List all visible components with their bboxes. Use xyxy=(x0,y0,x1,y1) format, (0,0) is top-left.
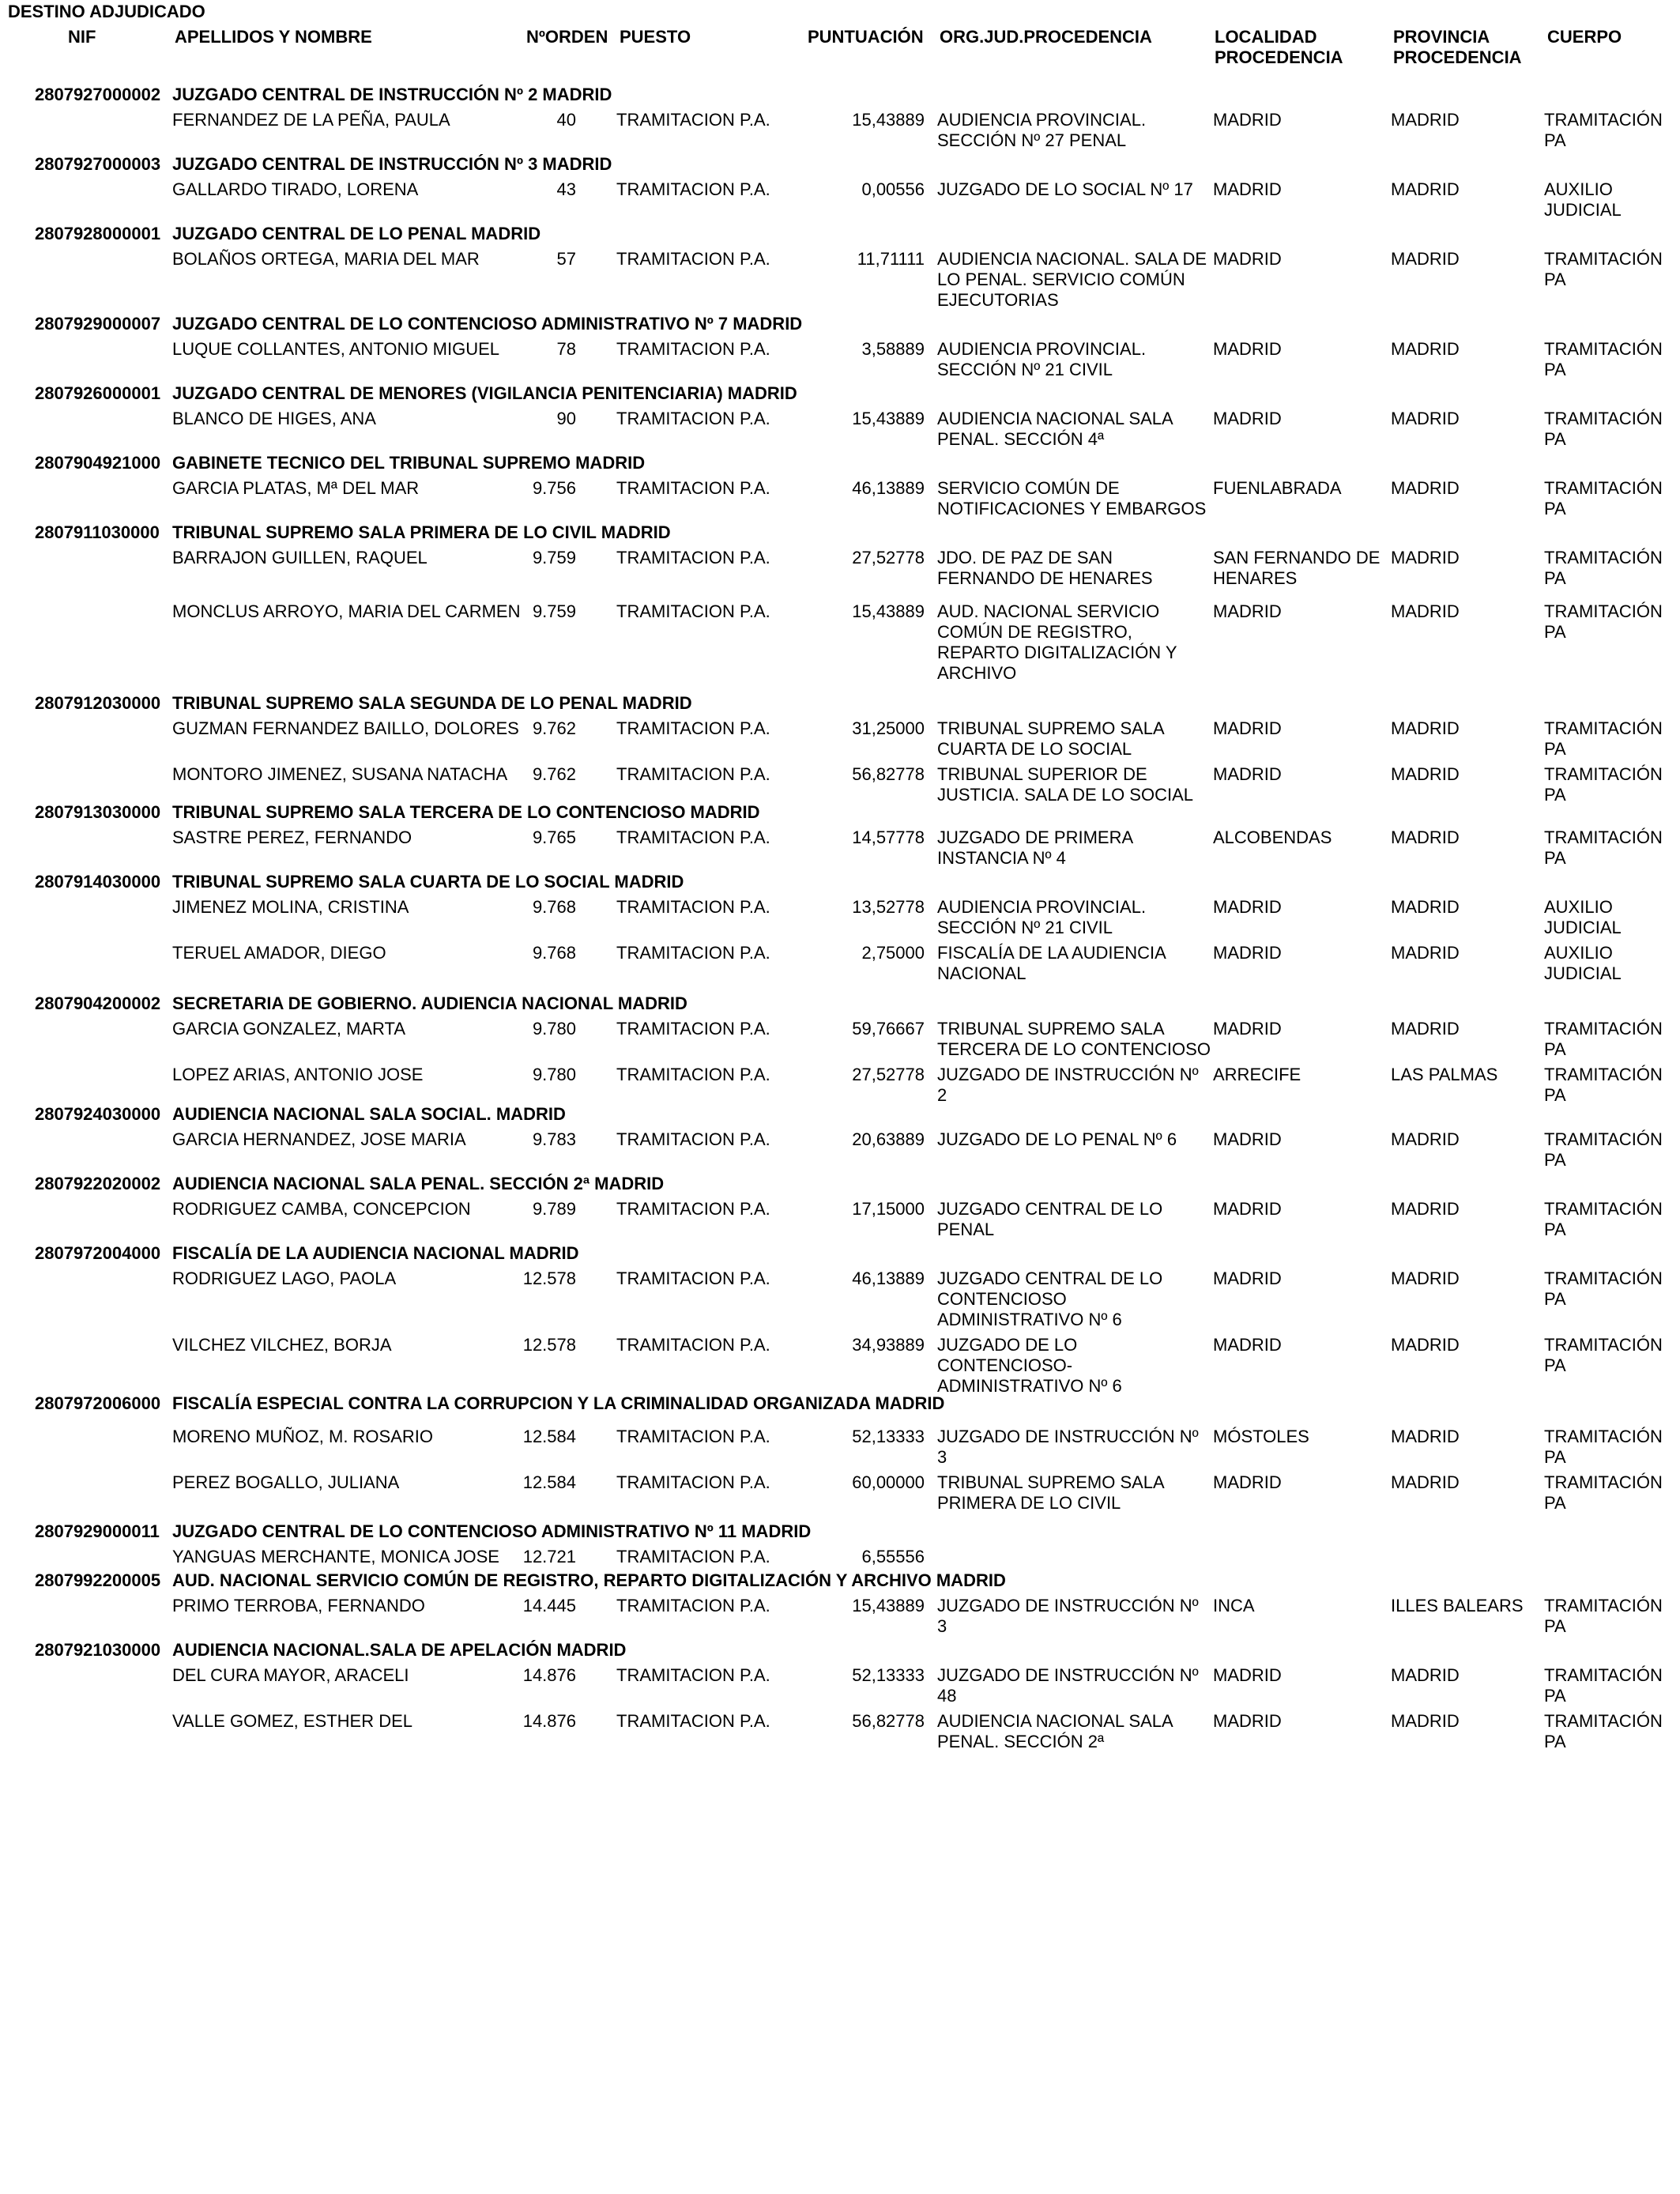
row-org: JUZGADO DE LO CONTENCIOSO- ADMINISTRATIVO Nº 6 xyxy=(937,1335,1122,1396)
row-org: JDO. DE PAZ DE SAN FERNANDO DE HENARES xyxy=(937,548,1153,588)
row-name: GUZMAN FERNANDEZ BAILLO, DOLORES xyxy=(172,718,519,738)
header-orden: NºORDEN xyxy=(526,27,608,47)
row-name: FERNANDEZ DE LA PEÑA, PAULA xyxy=(172,110,450,130)
group-nif: 2807972004000 xyxy=(35,1243,161,1263)
row-provincia: ILLES BALEARS xyxy=(1391,1596,1524,1615)
group-destino: JUZGADO CENTRAL DE LO PENAL MADRID xyxy=(172,224,541,243)
row-provincia: MADRID xyxy=(1391,110,1460,130)
row-provincia: MADRID xyxy=(1391,897,1460,917)
row-cuerpo: TRAMITACIÓN PA xyxy=(1544,1427,1663,1467)
row-name: LOPEZ ARIAS, ANTONIO JOSE xyxy=(172,1065,424,1084)
row-puntuacion: 46,13889 xyxy=(852,478,925,498)
page-title: DESTINO ADJUDICADO xyxy=(8,2,205,21)
row-puntuacion: 34,93889 xyxy=(852,1335,925,1355)
row-cuerpo: TRAMITACIÓN PA xyxy=(1544,1199,1663,1239)
row-cuerpo: TRAMITACIÓN PA xyxy=(1544,1065,1663,1105)
row-orden: 9.768 xyxy=(532,943,576,963)
group-nif: 2807914030000 xyxy=(35,872,161,892)
group-destino: FISCALÍA ESPECIAL CONTRA LA CORRUPCION Y LA CRIMINALIDAD ORGANIZADA MADRID xyxy=(172,1393,945,1413)
row-name: RODRIGUEZ CAMBA, CONCEPCION xyxy=(172,1199,471,1219)
row-puntuacion: 15,43889 xyxy=(852,601,925,621)
row-org: TRIBUNAL SUPERIOR DE JUSTICIA. SALA DE LO SOCIAL xyxy=(937,764,1193,805)
row-org: JUZGADO CENTRAL DE LO PENAL xyxy=(937,1199,1163,1239)
row-puesto: TRAMITACION P.A. xyxy=(616,827,770,847)
row-puntuacion: 6,55556 xyxy=(861,1547,925,1566)
row-localidad: MADRID xyxy=(1213,339,1282,359)
row-orden: 9.759 xyxy=(532,548,576,567)
header-puesto: PUESTO xyxy=(620,27,691,47)
row-org: AUDIENCIA PROVINCIAL. SECCIÓN Nº 21 CIVIL xyxy=(937,339,1147,379)
row-puntuacion: 15,43889 xyxy=(852,409,925,428)
group-destino: JUZGADO CENTRAL DE LO CONTENCIOSO ADMINISTRATIVO Nº 11 MADRID xyxy=(172,1521,812,1541)
row-puesto: TRAMITACION P.A. xyxy=(616,1199,770,1219)
row-puntuacion: 15,43889 xyxy=(852,110,925,130)
row-puesto: TRAMITACION P.A. xyxy=(616,1596,770,1615)
row-puntuacion: 2,75000 xyxy=(861,943,925,963)
row-localidad: MADRID xyxy=(1213,1199,1282,1219)
row-org: AUDIENCIA NACIONAL. SALA DE LO PENAL. SERVICIO COMÚN EJECUTORIAS xyxy=(937,249,1207,310)
row-provincia: MADRID xyxy=(1391,179,1460,199)
row-name: GALLARDO TIRADO, LORENA xyxy=(172,179,419,199)
row-orden: 14.445 xyxy=(522,1596,576,1615)
row-puesto: TRAMITACION P.A. xyxy=(616,1269,770,1288)
row-name: RODRIGUEZ LAGO, PAOLA xyxy=(172,1269,397,1288)
row-cuerpo: AUXILIO JUDICIAL xyxy=(1544,179,1622,220)
group-nif: 2807926000001 xyxy=(35,383,161,403)
row-cuerpo: TRAMITACIÓN PA xyxy=(1544,110,1663,150)
row-name: BLANCO DE HIGES, ANA xyxy=(172,409,376,428)
row-localidad: MADRID xyxy=(1213,1269,1282,1288)
row-org: JUZGADO DE INSTRUCCIÓN Nº 3 xyxy=(937,1596,1199,1636)
row-orden: 12.721 xyxy=(522,1547,576,1566)
row-org: JUZGADO DE INSTRUCCIÓN Nº 2 xyxy=(937,1065,1199,1105)
row-name: TERUEL AMADOR, DIEGO xyxy=(172,943,386,963)
group-destino: JUZGADO CENTRAL DE LO CONTENCIOSO ADMINISTRATIVO Nº 7 MADRID xyxy=(172,314,803,334)
row-org: FISCALÍA DE LA AUDIENCIA NACIONAL xyxy=(937,943,1166,983)
row-cuerpo: TRAMITACIÓN PA xyxy=(1544,827,1663,868)
row-orden: 78 xyxy=(556,339,576,359)
row-puesto: TRAMITACION P.A. xyxy=(616,339,770,359)
row-localidad: SAN FERNANDO DE HENARES xyxy=(1213,548,1381,588)
row-localidad: INCA xyxy=(1213,1596,1255,1615)
row-puntuacion: 52,13333 xyxy=(852,1665,925,1685)
group-nif: 2807992200005 xyxy=(35,1570,161,1590)
row-cuerpo: TRAMITACIÓN PA xyxy=(1544,1665,1663,1706)
row-localidad: MADRID xyxy=(1213,179,1282,199)
group-destino: TRIBUNAL SUPREMO SALA TERCERA DE LO CONTENCIOSO MADRID xyxy=(172,802,760,822)
row-name: SASTRE PEREZ, FERNANDO xyxy=(172,827,412,847)
group-destino: AUDIENCIA NACIONAL SALA PENAL. SECCIÓN 2ª MADRID xyxy=(172,1174,665,1193)
group-nif: 2807913030000 xyxy=(35,802,161,822)
group-nif: 2807911030000 xyxy=(35,522,160,542)
row-cuerpo: TRAMITACIÓN PA xyxy=(1544,478,1663,518)
row-cuerpo: TRAMITACIÓN PA xyxy=(1544,718,1663,759)
row-name: YANGUAS MERCHANTE, MONICA JOSE xyxy=(172,1547,499,1566)
row-orden: 40 xyxy=(556,110,576,130)
row-puesto: TRAMITACION P.A. xyxy=(616,1065,770,1084)
row-puesto: TRAMITACION P.A. xyxy=(616,548,770,567)
header-org: ORG.JUD.PROCEDENCIA xyxy=(940,27,1152,47)
row-cuerpo: TRAMITACIÓN PA xyxy=(1544,1596,1663,1636)
row-cuerpo: TRAMITACIÓN PA xyxy=(1544,1472,1663,1513)
row-org: AUD. NACIONAL SERVICIO COMÚN DE REGISTRO, REPARTO DIGITALIZACIÓN Y ARCHIVO xyxy=(937,601,1177,683)
row-localidad: MADRID xyxy=(1213,409,1282,428)
row-provincia: MADRID xyxy=(1391,943,1460,963)
row-puesto: TRAMITACION P.A. xyxy=(616,1335,770,1355)
row-puntuacion: 27,52778 xyxy=(852,1065,925,1084)
row-name: VALLE GOMEZ, ESTHER DEL xyxy=(172,1711,413,1731)
row-provincia: MADRID xyxy=(1391,1129,1460,1149)
row-puesto: TRAMITACION P.A. xyxy=(616,943,770,963)
row-puntuacion: 52,13333 xyxy=(852,1427,925,1446)
row-puesto: TRAMITACION P.A. xyxy=(616,1665,770,1685)
row-name: JIMENEZ MOLINA, CRISTINA xyxy=(172,897,409,917)
row-puntuacion: 56,82778 xyxy=(852,764,925,784)
header-nif: NIF xyxy=(68,27,96,47)
row-orden: 43 xyxy=(556,179,576,199)
row-puesto: TRAMITACION P.A. xyxy=(616,249,770,269)
group-destino: TRIBUNAL SUPREMO SALA PRIMERA DE LO CIVIL MADRID xyxy=(172,522,671,542)
group-nif: 2807904921000 xyxy=(35,453,161,473)
header-localidad: LOCALIDAD PROCEDENCIA xyxy=(1215,27,1343,67)
row-provincia: MADRID xyxy=(1391,827,1460,847)
row-name: PEREZ BOGALLO, JULIANA xyxy=(172,1472,400,1492)
row-name: MONTORO JIMENEZ, SUSANA NATACHA xyxy=(172,764,508,784)
row-puntuacion: 0,00556 xyxy=(861,179,925,199)
group-nif: 2807927000003 xyxy=(35,154,161,174)
row-cuerpo: TRAMITACIÓN PA xyxy=(1544,1269,1663,1309)
group-nif: 2807927000002 xyxy=(35,85,161,104)
row-name: VILCHEZ VILCHEZ, BORJA xyxy=(172,1335,392,1355)
row-org: TRIBUNAL SUPREMO SALA PRIMERA DE LO CIVIL xyxy=(937,1472,1165,1513)
group-destino: AUDIENCIA NACIONAL SALA SOCIAL. MADRID xyxy=(172,1104,566,1124)
row-localidad: MADRID xyxy=(1213,1472,1282,1492)
row-puntuacion: 27,52778 xyxy=(852,548,925,567)
row-puesto: TRAMITACION P.A. xyxy=(616,1711,770,1731)
row-org: TRIBUNAL SUPREMO SALA TERCERA DE LO CONTENCIOSO xyxy=(937,1019,1211,1059)
row-orden: 14.876 xyxy=(522,1665,576,1685)
row-cuerpo: TRAMITACIÓN PA xyxy=(1544,249,1663,289)
row-puesto: TRAMITACION P.A. xyxy=(616,1472,770,1492)
row-puntuacion: 59,76667 xyxy=(852,1019,925,1039)
group-nif: 2807972006000 xyxy=(35,1393,161,1413)
row-provincia: MADRID xyxy=(1391,1711,1460,1731)
header-provincia: PROVINCIA PROCEDENCIA xyxy=(1393,27,1522,67)
row-name: LUQUE COLLANTES, ANTONIO MIGUEL xyxy=(172,339,500,359)
row-org: AUDIENCIA PROVINCIAL. SECCIÓN Nº 21 CIVIL xyxy=(937,897,1147,937)
row-provincia: MADRID xyxy=(1391,249,1460,269)
group-destino: SECRETARIA DE GOBIERNO. AUDIENCIA NACIONAL MADRID xyxy=(172,993,687,1013)
group-nif: 2807929000007 xyxy=(35,314,161,334)
row-provincia: MADRID xyxy=(1391,764,1460,784)
row-puntuacion: 56,82778 xyxy=(852,1711,925,1731)
group-nif: 2807922020002 xyxy=(35,1174,161,1193)
row-puesto: TRAMITACION P.A. xyxy=(616,601,770,621)
group-destino: AUD. NACIONAL SERVICIO COMÚN DE REGISTRO, REPARTO DIGITALIZACIÓN Y ARCHIVO MADRID xyxy=(172,1570,1006,1590)
row-cuerpo: AUXILIO JUDICIAL xyxy=(1544,943,1622,983)
row-localidad: MADRID xyxy=(1213,110,1282,130)
row-puesto: TRAMITACION P.A. xyxy=(616,409,770,428)
row-provincia: MADRID xyxy=(1391,548,1460,567)
header-name: APELLIDOS Y NOMBRE xyxy=(175,27,372,47)
row-puesto: TRAMITACION P.A. xyxy=(616,1129,770,1149)
group-nif: 2807912030000 xyxy=(35,693,161,713)
row-puntuacion: 13,52778 xyxy=(852,897,925,917)
row-provincia: MADRID xyxy=(1391,339,1460,359)
row-org: JUZGADO CENTRAL DE LO CONTENCIOSO ADMINISTRATIVO Nº 6 xyxy=(937,1269,1163,1329)
row-org: TRIBUNAL SUPREMO SALA CUARTA DE LO SOCIAL xyxy=(937,718,1165,759)
header-cuerpo: CUERPO xyxy=(1547,27,1622,47)
row-name: MORENO MUÑOZ, M. ROSARIO xyxy=(172,1427,433,1446)
row-provincia: MADRID xyxy=(1391,1199,1460,1219)
group-nif: 2807924030000 xyxy=(35,1104,161,1124)
row-puntuacion: 11,71111 xyxy=(857,249,925,269)
row-puesto: TRAMITACION P.A. xyxy=(616,110,770,130)
group-nif: 2807929000011 xyxy=(35,1521,160,1541)
row-cuerpo: TRAMITACIÓN PA xyxy=(1544,1129,1663,1170)
row-localidad: MADRID xyxy=(1213,1129,1282,1149)
group-nif: 2807921030000 xyxy=(35,1640,161,1660)
row-localidad: MADRID xyxy=(1213,764,1282,784)
row-orden: 12.584 xyxy=(522,1427,576,1446)
row-puesto: TRAMITACION P.A. xyxy=(616,179,770,199)
row-name: MONCLUS ARROYO, MARIA DEL CARMEN xyxy=(172,601,521,621)
row-provincia: LAS PALMAS xyxy=(1391,1065,1498,1084)
row-localidad: MADRID xyxy=(1213,601,1282,621)
row-cuerpo: TRAMITACIÓN PA xyxy=(1544,339,1663,379)
row-localidad: MADRID xyxy=(1213,943,1282,963)
row-localidad: ALCOBENDAS xyxy=(1213,827,1332,847)
group-destino: JUZGADO CENTRAL DE INSTRUCCIÓN Nº 2 MADRID xyxy=(172,85,612,104)
row-cuerpo: TRAMITACIÓN PA xyxy=(1544,1335,1663,1375)
row-cuerpo: AUXILIO JUDICIAL xyxy=(1544,897,1622,937)
row-puntuacion: 46,13889 xyxy=(852,1269,925,1288)
row-orden: 57 xyxy=(556,249,576,269)
row-org: AUDIENCIA NACIONAL SALA PENAL. SECCIÓN 4ª xyxy=(937,409,1173,449)
row-puesto: TRAMITACION P.A. xyxy=(616,897,770,917)
group-destino: TRIBUNAL SUPREMO SALA CUARTA DE LO SOCIAL MADRID xyxy=(172,872,684,892)
row-name: GARCIA GONZALEZ, MARTA xyxy=(172,1019,406,1039)
row-orden: 12.578 xyxy=(522,1269,576,1288)
group-destino: AUDIENCIA NACIONAL.SALA DE APELACIÓN MADRID xyxy=(172,1640,627,1660)
row-puntuacion: 17,15000 xyxy=(852,1199,925,1219)
row-provincia: MADRID xyxy=(1391,1335,1460,1355)
row-puntuacion: 20,63889 xyxy=(852,1129,925,1149)
row-provincia: MADRID xyxy=(1391,1269,1460,1288)
row-orden: 90 xyxy=(556,409,576,428)
row-cuerpo: TRAMITACIÓN PA xyxy=(1544,1019,1663,1059)
row-puesto: TRAMITACION P.A. xyxy=(616,764,770,784)
row-puntuacion: 31,25000 xyxy=(852,718,925,738)
row-localidad: MADRID xyxy=(1213,897,1282,917)
row-name: BARRAJON GUILLEN, RAQUEL xyxy=(172,548,428,567)
row-localidad: MADRID xyxy=(1213,1019,1282,1039)
row-cuerpo: TRAMITACIÓN PA xyxy=(1544,764,1663,805)
row-org: JUZGADO DE LO SOCIAL Nº 17 xyxy=(937,179,1193,199)
row-puntuacion: 60,00000 xyxy=(852,1472,925,1492)
group-destino: JUZGADO CENTRAL DE INSTRUCCIÓN Nº 3 MADRID xyxy=(172,154,612,174)
row-provincia: MADRID xyxy=(1391,718,1460,738)
row-provincia: MADRID xyxy=(1391,478,1460,498)
row-org: JUZGADO DE INSTRUCCIÓN Nº 48 xyxy=(937,1665,1199,1706)
row-localidad: MADRID xyxy=(1213,249,1282,269)
row-name: DEL CURA MAYOR, ARACELI xyxy=(172,1665,409,1685)
row-provincia: MADRID xyxy=(1391,1019,1460,1039)
row-orden: 9.756 xyxy=(532,478,576,498)
row-puntuacion: 3,58889 xyxy=(861,339,925,359)
row-localidad: MADRID xyxy=(1213,1711,1282,1731)
row-orden: 9.783 xyxy=(532,1129,576,1149)
row-orden: 12.578 xyxy=(522,1335,576,1355)
group-destino: FISCALÍA DE LA AUDIENCIA NACIONAL MADRID xyxy=(172,1243,579,1263)
row-orden: 9.768 xyxy=(532,897,576,917)
row-puntuacion: 15,43889 xyxy=(852,1596,925,1615)
row-provincia: MADRID xyxy=(1391,1427,1460,1446)
row-orden: 9.789 xyxy=(532,1199,576,1219)
row-orden: 9.762 xyxy=(532,718,576,738)
row-name: PRIMO TERROBA, FERNANDO xyxy=(172,1596,425,1615)
row-orden: 9.765 xyxy=(532,827,576,847)
row-orden: 14.876 xyxy=(522,1711,576,1731)
row-provincia: MADRID xyxy=(1391,1472,1460,1492)
row-org: JUZGADO DE INSTRUCCIÓN Nº 3 xyxy=(937,1427,1199,1467)
row-puntuacion: 14,57778 xyxy=(852,827,925,847)
row-name: GARCIA HERNANDEZ, JOSE MARIA xyxy=(172,1129,466,1149)
row-provincia: MADRID xyxy=(1391,601,1460,621)
row-puesto: TRAMITACION P.A. xyxy=(616,1427,770,1446)
row-localidad: MADRID xyxy=(1213,1665,1282,1685)
row-localidad: FUENLABRADA xyxy=(1213,478,1342,498)
row-orden: 9.762 xyxy=(532,764,576,784)
row-puesto: TRAMITACION P.A. xyxy=(616,718,770,738)
row-cuerpo: TRAMITACIÓN PA xyxy=(1544,601,1663,642)
row-orden: 9.759 xyxy=(532,601,576,621)
row-puesto: TRAMITACION P.A. xyxy=(616,478,770,498)
row-localidad: MADRID xyxy=(1213,1335,1282,1355)
group-destino: JUZGADO CENTRAL DE MENORES (VIGILANCIA PENITENCIARIA) MADRID xyxy=(172,383,797,403)
header-puntuacion: PUNTUACIÓN xyxy=(808,27,924,47)
group-destino: TRIBUNAL SUPREMO SALA SEGUNDA DE LO PENAL MADRID xyxy=(172,693,692,713)
row-localidad: MÓSTOLES xyxy=(1213,1427,1309,1446)
group-nif: 2807904200002 xyxy=(35,993,161,1013)
row-provincia: MADRID xyxy=(1391,1665,1460,1685)
row-org: AUDIENCIA PROVINCIAL. SECCIÓN Nº 27 PENAL xyxy=(937,110,1147,150)
row-name: GARCIA PLATAS, Mª DEL MAR xyxy=(172,478,420,498)
row-org: AUDIENCIA NACIONAL SALA PENAL. SECCIÓN 2ª xyxy=(937,1711,1173,1751)
group-nif: 2807928000001 xyxy=(35,224,161,243)
row-cuerpo: TRAMITACIÓN PA xyxy=(1544,548,1663,588)
row-localidad: ARRECIFE xyxy=(1213,1065,1301,1084)
row-org: JUZGADO DE PRIMERA INSTANCIA Nº 4 xyxy=(937,827,1134,868)
row-puesto: TRAMITACION P.A. xyxy=(616,1019,770,1039)
row-provincia: MADRID xyxy=(1391,409,1460,428)
row-orden: 9.780 xyxy=(532,1019,576,1039)
row-cuerpo: TRAMITACIÓN PA xyxy=(1544,409,1663,449)
row-cuerpo: TRAMITACIÓN PA xyxy=(1544,1711,1663,1751)
row-orden: 9.780 xyxy=(532,1065,576,1084)
row-orden: 12.584 xyxy=(522,1472,576,1492)
row-org: SERVICIO COMÚN DE NOTIFICACIONES Y EMBARGOS xyxy=(937,478,1207,518)
row-name: BOLAÑOS ORTEGA, MARIA DEL MAR xyxy=(172,249,480,269)
row-localidad: MADRID xyxy=(1213,718,1282,738)
row-org: JUZGADO DE LO PENAL Nº 6 xyxy=(937,1129,1177,1149)
row-puesto: TRAMITACION P.A. xyxy=(616,1547,770,1566)
group-destino: GABINETE TECNICO DEL TRIBUNAL SUPREMO MADRID xyxy=(172,453,646,473)
